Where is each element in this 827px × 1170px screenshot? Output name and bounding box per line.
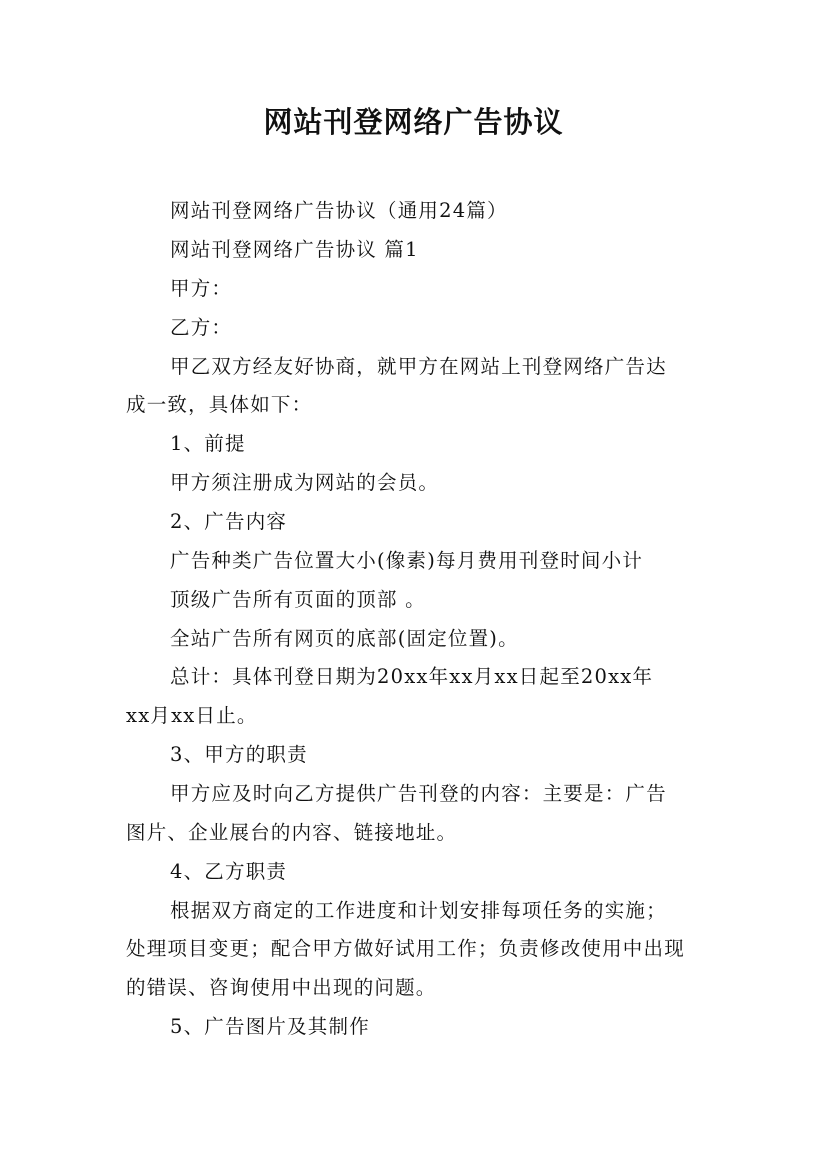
party-b-line: 乙方： [170, 316, 233, 339]
paragraph-line: 总计：具体刊登日期为20xx年xx月xx日起至20xx年 [170, 665, 654, 688]
section-heading: 网站刊登网络广告协议 篇1 [170, 238, 419, 261]
clause-heading: 1、前提 [170, 432, 246, 455]
paragraph-line: 图片、企业展台的内容、链接地址。 [126, 821, 458, 844]
paragraph-line: 成一致，具体如下： [126, 393, 313, 416]
doc-subtitle: 网站刊登网络广告协议（通用24篇） [170, 199, 508, 222]
paragraph-line: 甲方应及时向乙方提供广告刊登的内容：主要是：广告 [170, 782, 667, 805]
paragraph-line: 的错误、咨询使用中出现的问题。 [126, 976, 437, 999]
paragraph-line: 全站广告所有网页的底部(固定位置)。 [170, 627, 519, 650]
paragraph-line: 顶级广告所有页面的顶部 。 [170, 588, 426, 611]
paragraph-line: 甲乙双方经友好协商，就甲方在网站上刊登网络广告达 [170, 355, 667, 378]
paragraph-line: xx月xx日止。 [126, 704, 258, 727]
clause-heading: 3、甲方的职责 [170, 743, 308, 766]
document-title: 网站刊登网络广告协议 [263, 105, 564, 139]
paragraph-line: 甲方须注册成为网站的会员。 [170, 471, 440, 494]
paragraph-line: 广告种类广告位置大小(像素)每月费用刊登时间小计 [170, 549, 644, 572]
clause-heading: 4、乙方职责 [170, 860, 288, 883]
party-a-line: 甲方： [170, 277, 233, 300]
paragraph-line: 根据双方商定的工作进度和计划安排每项任务的实施； [170, 899, 667, 922]
clause-heading: 2、广告内容 [170, 510, 288, 533]
paragraph-line: 处理项目变更；配合甲方做好试用工作；负责修改使用中出现 [126, 937, 685, 960]
clause-heading: 5、广告图片及其制作 [170, 1015, 370, 1038]
